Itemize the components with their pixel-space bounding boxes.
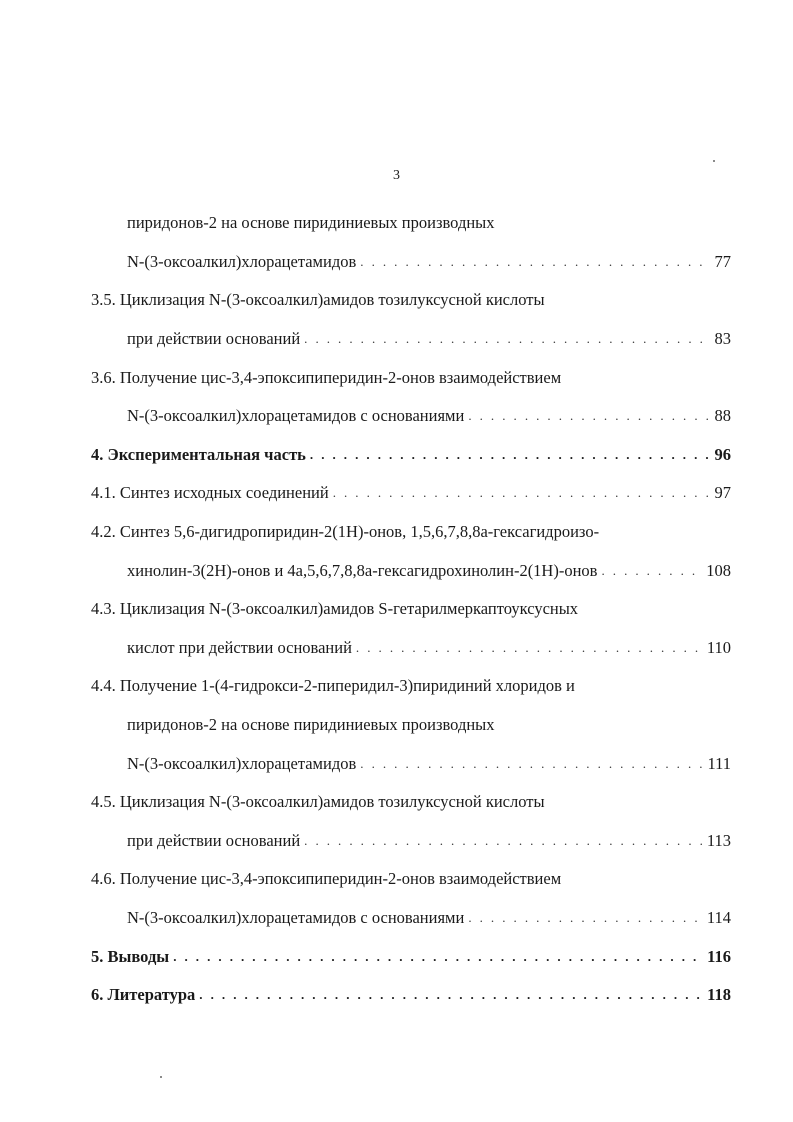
dot-leader (173, 949, 703, 965)
toc-entry-continued (91, 667, 731, 706)
scan-speck (713, 160, 715, 162)
toc-entry-title: 4.3. Циклизация N-(3-оксоалкил)амидов S-гетарилмеркаптоуксусных (91, 599, 579, 619)
dot-leader (468, 910, 703, 926)
toc-entry-title: 4.2. Синтез 5,6-дигидропиридин-2(1Н)-онов, 1,5,6,7,8,8а-гексагидроизо- (91, 522, 600, 542)
toc-entry-continued (91, 513, 731, 552)
toc-entry (91, 397, 731, 436)
toc-entry-title: 4.6. Получение цис-3,4-эпоксипиперидин-2-онов взаимодействием (91, 869, 562, 889)
table-of-contents (91, 204, 731, 1014)
toc-entry-title: 3.5. Циклизация N-(3-оксоалкил)амидов тозилуксусной кислоты (91, 290, 545, 310)
toc-entry-title: пиридонов-2 на основе пиридиниевых производных (127, 213, 495, 233)
dot-leader (468, 408, 710, 424)
toc-entry (91, 436, 731, 475)
toc-entry (91, 551, 731, 590)
dot-leader (333, 485, 711, 501)
toc-entry-title: N-(3-оксоалкил)хлорацетамидов с основаниями (127, 907, 465, 927)
toc-entry-continued (91, 783, 731, 822)
toc-entry (91, 822, 731, 861)
toc-entry-page: 88 (714, 406, 731, 426)
toc-entry-continued (91, 358, 731, 397)
toc-entry (91, 629, 731, 668)
toc-entry-page: 114 (706, 907, 731, 927)
dot-leader (304, 833, 703, 849)
toc-entry-title: N-(3-оксоалкил)хлорацетамидов (127, 251, 357, 271)
toc-entry-continued (91, 706, 731, 745)
dot-leader (360, 756, 703, 772)
toc-entry (91, 320, 731, 359)
toc-entry (91, 744, 731, 783)
toc-entry-page: 110 (706, 637, 731, 657)
toc-entry-title: 4.5. Циклизация N-(3-оксоалкил)амидов тозилуксусной кислоты (91, 792, 545, 812)
toc-entry-page: 118 (707, 985, 731, 1005)
toc-entry (91, 474, 731, 513)
toc-entry-page: 116 (707, 946, 731, 966)
page-number: 3 (393, 168, 400, 183)
dot-leader (360, 254, 710, 270)
toc-entry-title: 4. Экспериментальная часть (91, 444, 306, 464)
toc-entry-continued (91, 281, 731, 320)
toc-entry-page: 77 (714, 251, 731, 271)
toc-entry-title: 3.6. Получение цис-3,4-эпоксипиперидин-2-онов взаимодействием (91, 367, 562, 387)
toc-entry-title: 6. Литература (91, 985, 196, 1005)
toc-entry-title: 4.4. Получение 1-(4-гидрокси-2-пиперидил-3)пиридиний хлоридов и (91, 676, 575, 696)
toc-entry-title: пиридонов-2 на основе пиридиниевых производных (127, 715, 495, 735)
toc-entry-title: N-(3-оксоалкил)хлорацетамидов (127, 753, 357, 773)
toc-entry-title: хинолин-3(2Н)-онов и 4а,5,6,7,8,8а-гексагидрохинолин-2(1Н)-онов (127, 560, 598, 580)
dot-leader (601, 563, 702, 579)
toc-entry-page: 97 (714, 483, 731, 503)
toc-entry-continued (91, 204, 731, 243)
dot-leader (199, 987, 703, 1003)
dot-leader (356, 640, 703, 656)
toc-entry-title: кислот при действии оснований (127, 637, 352, 657)
scan-speck (160, 1076, 162, 1078)
toc-entry-title: N-(3-оксоалкил)хлорацетамидов с основаниями (127, 406, 465, 426)
toc-entry-page: 108 (706, 560, 731, 580)
toc-entry (91, 976, 731, 1015)
toc-entry-page: 83 (714, 329, 731, 349)
toc-entry-title: 4.1. Синтез исходных соединений (91, 483, 329, 503)
toc-entry-continued (91, 860, 731, 899)
toc-entry-page: 111 (707, 753, 731, 773)
toc-entry-title: при действии оснований (127, 830, 301, 850)
toc-entry-page: 96 (714, 444, 731, 464)
dot-leader (304, 331, 710, 347)
toc-entry-continued (91, 590, 731, 629)
toc-entry (91, 243, 731, 282)
dot-leader (310, 447, 711, 463)
toc-entry (91, 937, 731, 976)
toc-entry-title: при действии оснований (127, 329, 301, 349)
toc-entry (91, 899, 731, 938)
toc-entry-page: 113 (706, 830, 731, 850)
toc-entry-title: 5. Выводы (91, 946, 170, 966)
